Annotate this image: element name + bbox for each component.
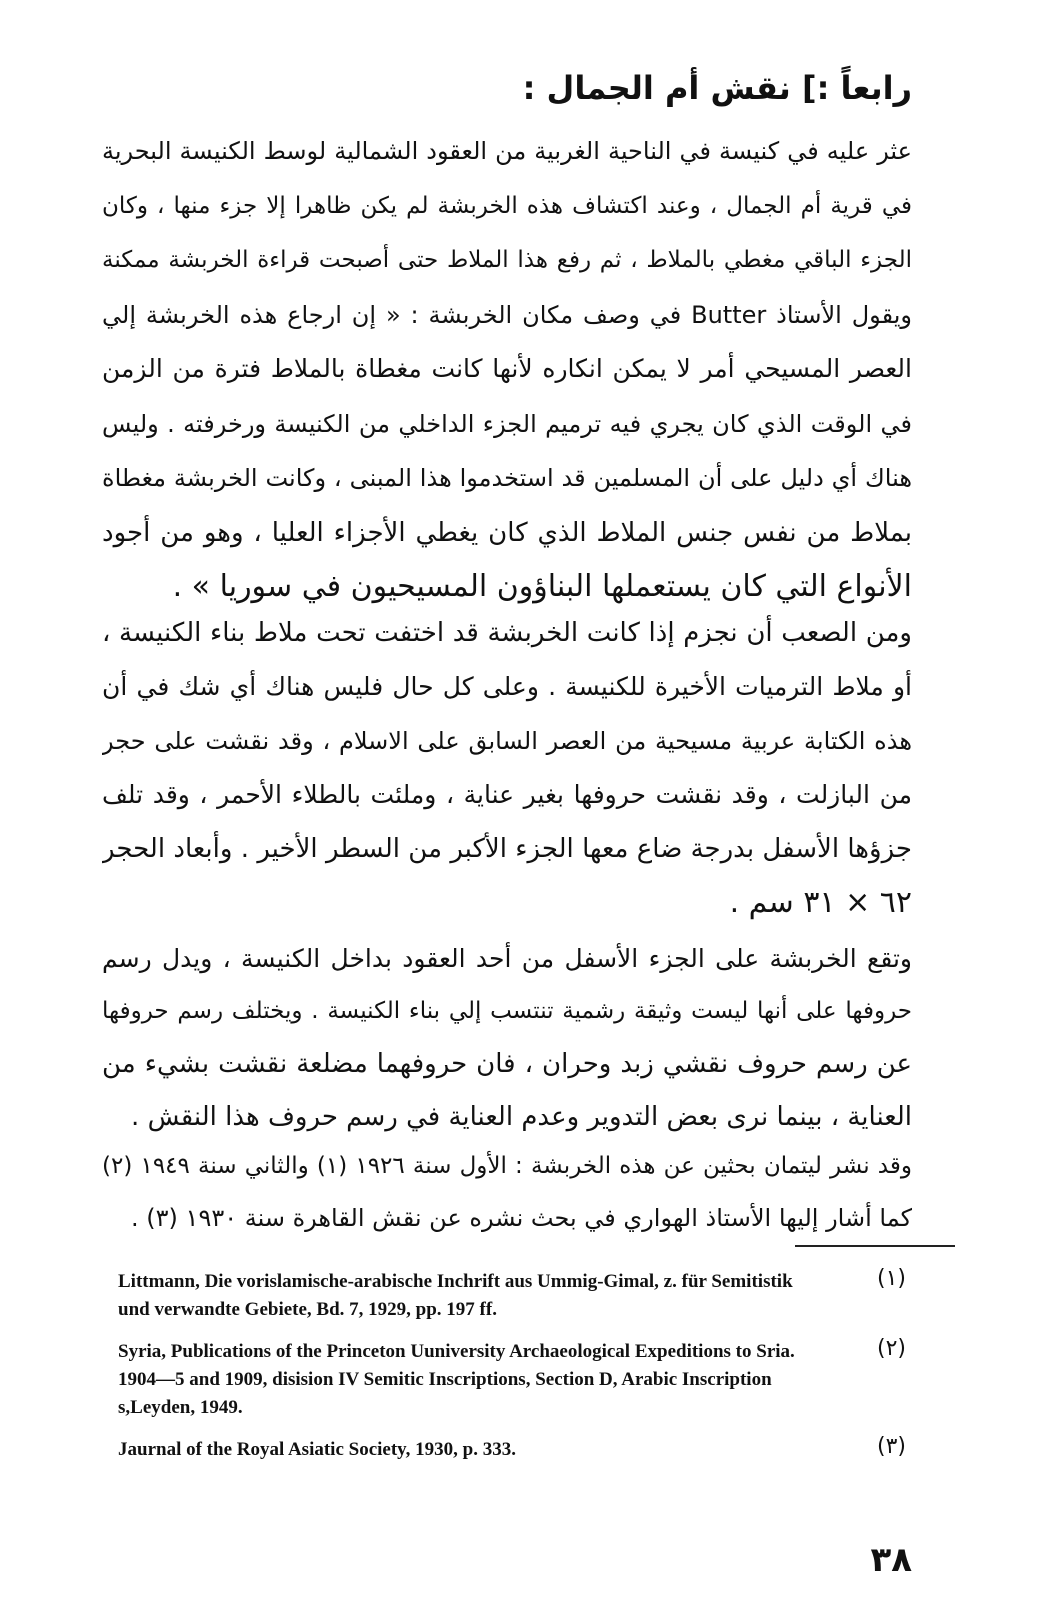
text-line: كما أشار إليها الأستاذ الهواري في بحث نشره عن نقش القاهرة سنة ١٩٣٠ (٣) . [131, 1204, 912, 1232]
paragraph-2 [102, 606, 912, 930]
text-line: من البازلت ، وقد نقشت حروفها بغير عناية ، وملئت بالطلاء الأحمر ، وقد تلف [102, 780, 912, 809]
text-line: وتقع الخربشة على الجزء الأسفل من أحد العقود بداخل الكنيسة ، ويدل رسم [102, 944, 912, 973]
footnote-marker: (١) [876, 1266, 906, 1291]
text-line: الأنواع التي كان يستعملها البناؤون المسيحيون في سوريا » . [172, 569, 912, 604]
paragraph-3 [102, 932, 912, 1144]
footnote [118, 1268, 958, 1324]
text-line: العصر المسيحي أمر لا يمكن انكاره لأنها كانت مغطاة بالملاط فترة من الزمن [102, 354, 912, 383]
text-line: عثر عليه في كنيسة في الناحية الغربية من العقود الشمالية لوسط الكنيسة البحرية [102, 137, 912, 165]
footnote-text: Syria, Publications of the Princeton Uuniversity Archaeological Expeditions to Sria. 1904—5 and 1909, disision IV Semitic Inscriptions, Section D, Arabic Inscription s,Leyden, 1949. [118, 1341, 795, 1418]
paragraph-4 [102, 1140, 912, 1244]
text-line: وقد نشر ليتمان بحثين عن هذه الخربشة : الأول سنة ١٩٢٦ (١) والثاني سنة ١٩٤٩ (٢) [102, 1153, 912, 1179]
footnote [118, 1338, 958, 1422]
text-line: العناية ، بينما نرى بعض التدوير وعدم العناية في رسم حروف هذا النقش . [131, 1102, 912, 1132]
paragraph-1 [102, 124, 912, 615]
page-number: ٣٨ [870, 1540, 912, 1580]
footnote-divider [795, 1245, 955, 1247]
text-line: ٦٢ × ٣١ سم . [729, 885, 912, 920]
text-line: جزؤها الأسفل بدرجة ضاع معها الجزء الأكبر من السطر الأخير . وأبعاد الحجر [102, 834, 912, 864]
text-line: الجزء الباقي مغطي بالملاط ، ثم رفع هذا الملاط حتى أصبحت قراءة الخربشة ممكنة [102, 247, 912, 273]
text-line: ومن الصعب أن نجزم إذا كانت الخربشة قد اختفت تحت ملاط بناء الكنيسة ، [102, 618, 912, 648]
footnotes [118, 1268, 958, 1478]
text-line: في الوقت الذي كان يجري فيه ترميم الجزء الداخلي من الكنيسة ورخرفته . وليس [102, 409, 912, 438]
footnote-marker: (٢) [876, 1336, 906, 1361]
text-line: في قرية أم الجمال ، وعند اكتشاف هذه الخربشة لم يكن ظاهرا إلا جزء منها ، وكان [102, 192, 912, 219]
footnote-text: Littmann, Die vorislamische-arabische Inchrift aus Ummig-Gimal, z. für Semitistik und verwandte Gebiete, Bd. 7, 1929, pp. 197 ff. [118, 1271, 793, 1320]
footnote-text: Jaurnal of the Royal Asiatic Society, 1930, p. 333. [118, 1439, 516, 1460]
text-line: أو ملاط الترميات الأخيرة للكنيسة . وعلى كل حال فليس هناك أي شك في أن [102, 672, 912, 701]
text-line: هذه الكتابة عربية مسيحية من العصر السابق على الاسلام ، وقد نقشت على حجر [102, 727, 912, 755]
text-line: عن رسم حروف نقشي زبد وحران ، فان حروفهما مضلعة نقشت بشيء من [102, 1049, 912, 1079]
text-line: ويقول الأستاذ Butter في وصف مكان الخربشة : « إن ارجاع هذه الخربشة إلي [102, 300, 912, 329]
text-line: هناك أي دليل على أن المسلمين قد استخدموا هذا المبنى ، وكانت الخربشة مغطاة [102, 464, 912, 492]
text-line: بملاط من نفس جنس الملاط الذي كان يغطي الأجزاء العليا ، وهو من أجود [102, 517, 912, 548]
section-heading: رابعاً :] نقش أم الجمال : [522, 69, 912, 107]
footnote [118, 1436, 958, 1464]
text-line: حروفها على أنها ليست وثيقة رشمية تنتسب إلي بناء الكنيسة . ويختلف رسم حروفها [102, 998, 912, 1024]
footnote-marker: (٣) [876, 1434, 906, 1459]
